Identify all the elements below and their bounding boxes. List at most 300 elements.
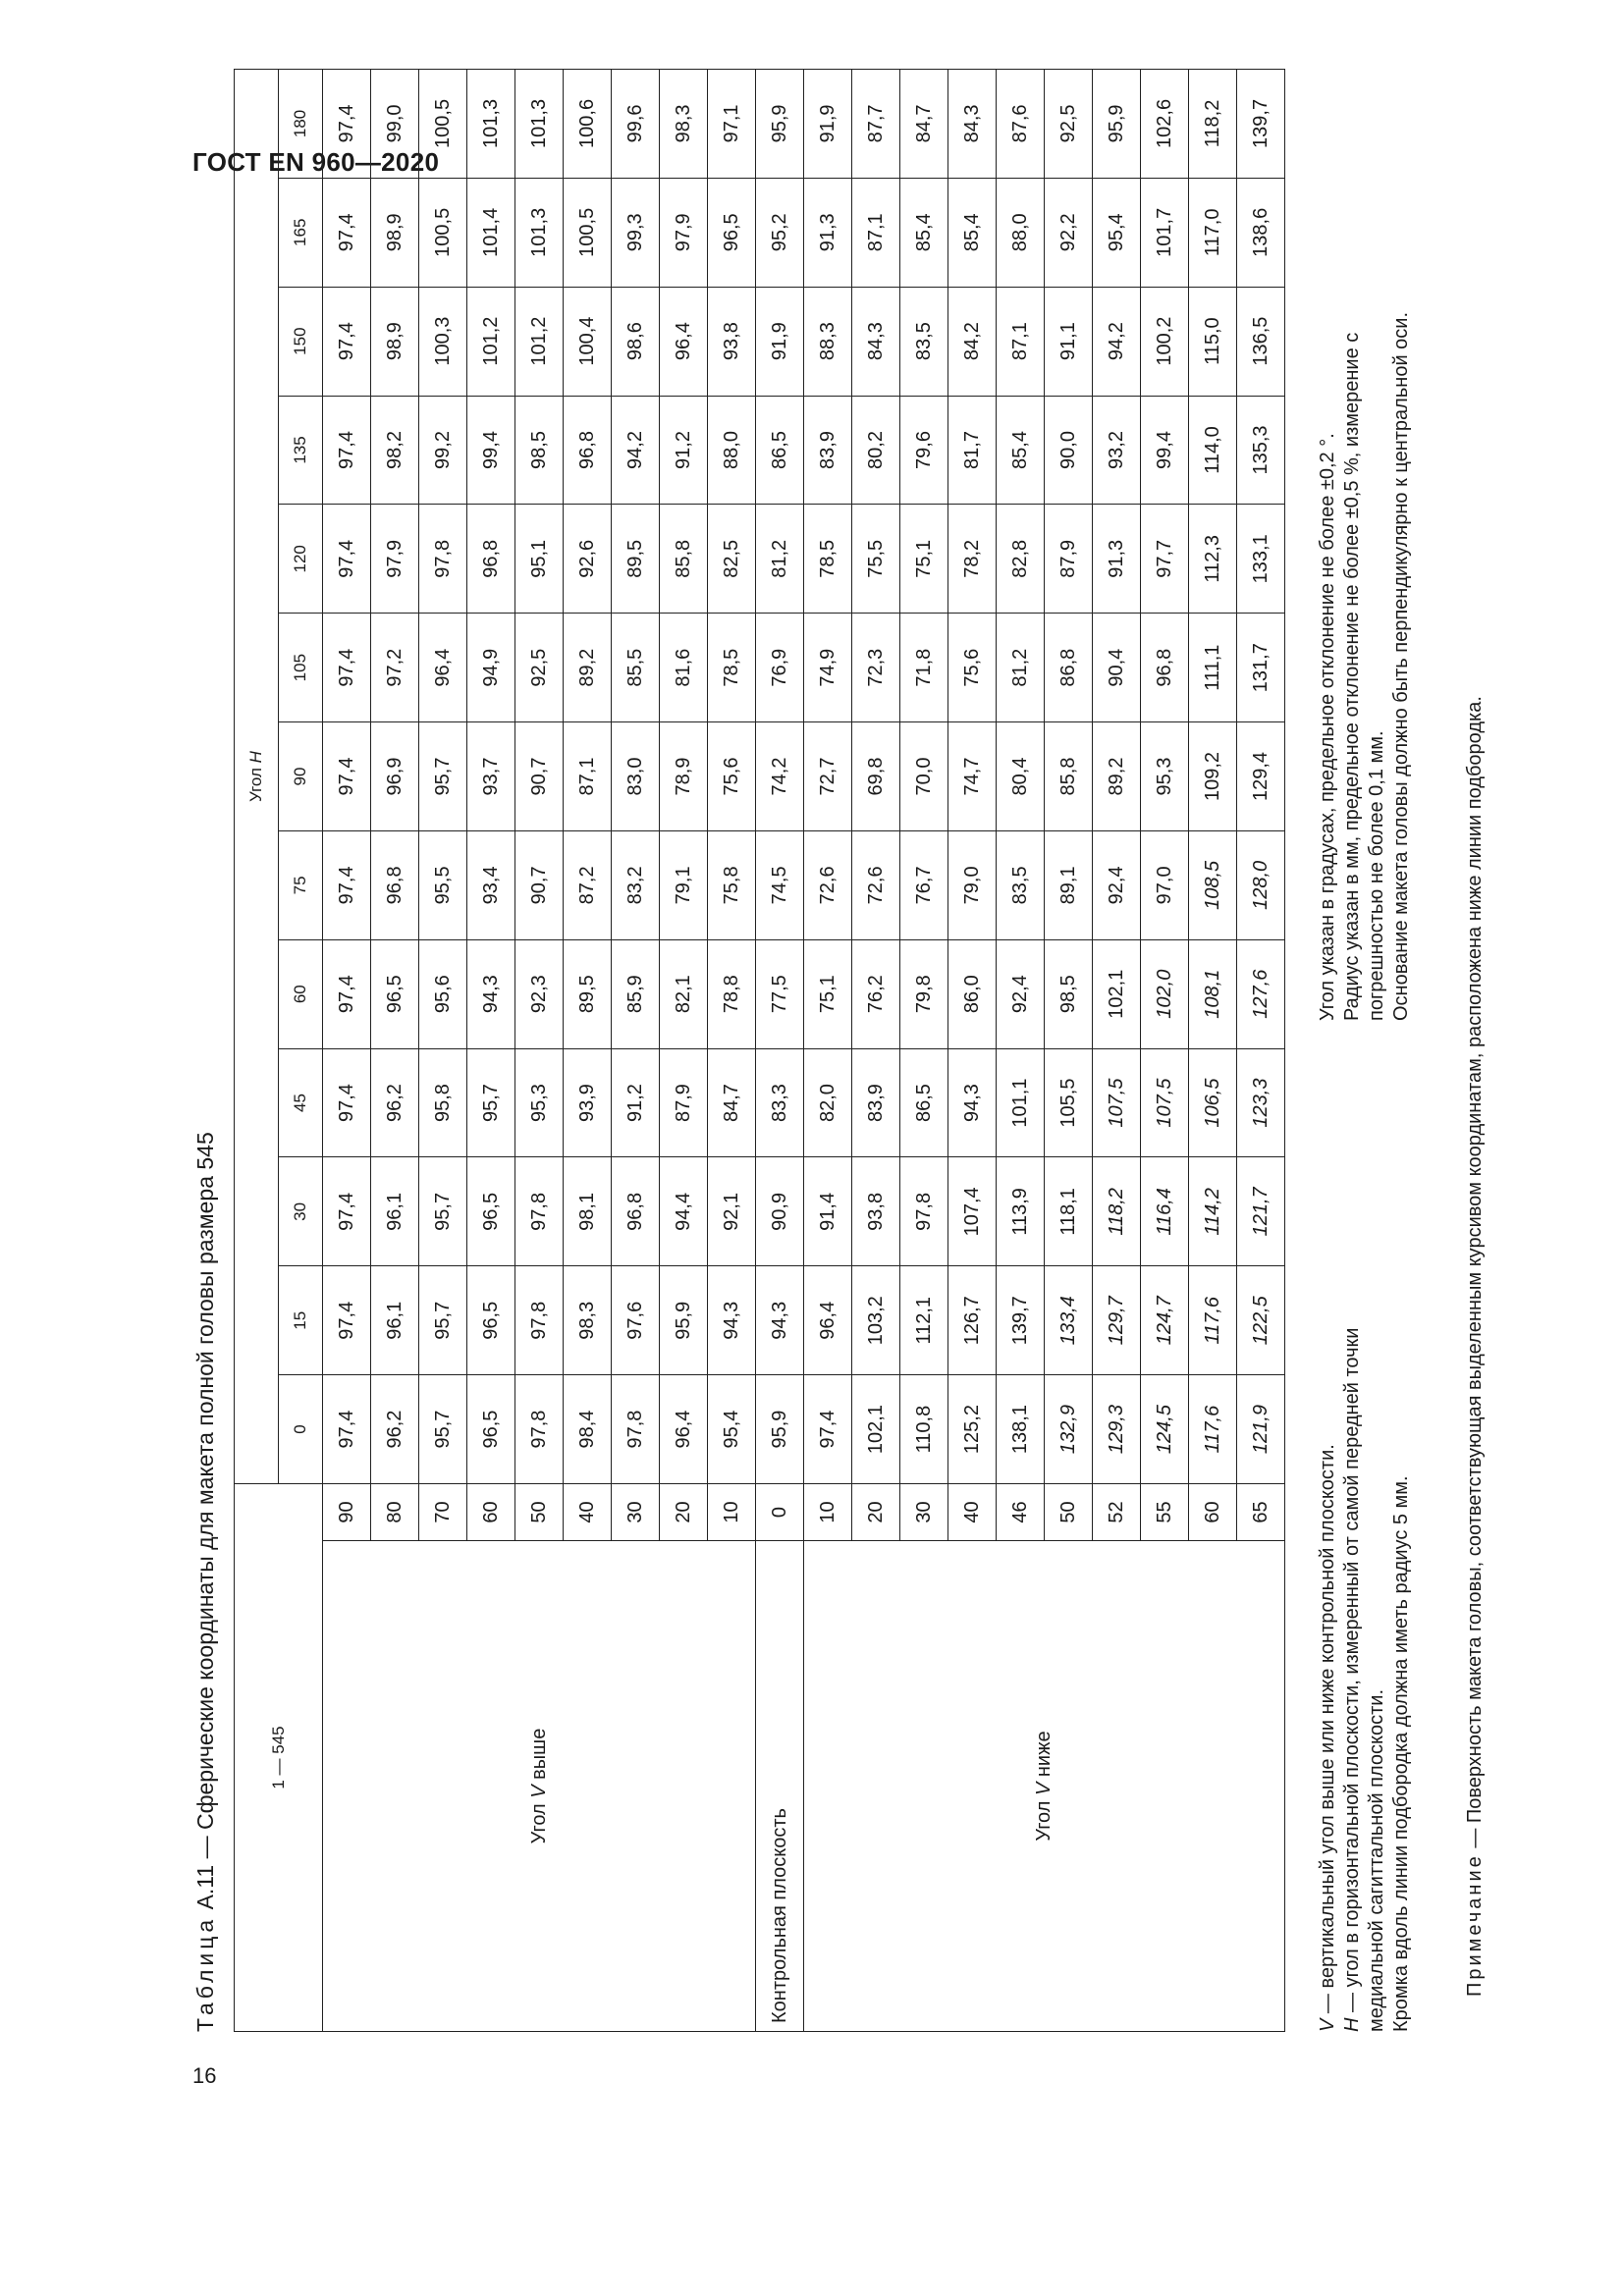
value-cell: 87,9 bbox=[660, 1048, 708, 1157]
value-cell: 92,4 bbox=[997, 939, 1045, 1048]
value-cell: 83,3 bbox=[756, 1048, 804, 1157]
value-cell: 103,2 bbox=[852, 1266, 900, 1375]
value-cell: 101,1 bbox=[997, 1048, 1045, 1157]
v-angle-cell: 46 bbox=[997, 1483, 1045, 1540]
value-cell: 76,7 bbox=[900, 830, 948, 939]
value-cell: 122,5 bbox=[1237, 1266, 1285, 1375]
value-cell: 96,8 bbox=[564, 396, 612, 505]
rotated-table-block bbox=[192, 69, 1489, 2032]
value-cell: 100,2 bbox=[1141, 287, 1189, 396]
value-cell: 93,7 bbox=[467, 722, 515, 831]
value-cell: 97,4 bbox=[323, 614, 371, 722]
v-angle-cell: 50 bbox=[515, 1483, 564, 1540]
value-cell: 102,1 bbox=[1093, 939, 1141, 1048]
value-cell: 101,3 bbox=[467, 70, 515, 179]
value-cell: 138,1 bbox=[997, 1375, 1045, 1484]
value-cell: 88,0 bbox=[708, 396, 756, 505]
value-cell: 75,1 bbox=[804, 939, 852, 1048]
value-cell: 74,7 bbox=[948, 722, 997, 831]
value-cell: 83,0 bbox=[612, 722, 660, 831]
v-angle-cell: 40 bbox=[948, 1483, 997, 1540]
value-cell: 129,7 bbox=[1093, 1266, 1141, 1375]
value-cell: 113,9 bbox=[997, 1157, 1045, 1266]
value-cell: 96,8 bbox=[371, 830, 419, 939]
value-cell: 95,9 bbox=[660, 1266, 708, 1375]
value-cell: 98,2 bbox=[371, 396, 419, 505]
value-cell: 97,8 bbox=[515, 1157, 564, 1266]
v-angle-cell: 90 bbox=[323, 1483, 371, 1540]
value-cell: 101,2 bbox=[467, 287, 515, 396]
value-cell: 78,5 bbox=[804, 505, 852, 614]
value-cell: 100,6 bbox=[564, 70, 612, 179]
value-cell: 98,5 bbox=[1045, 939, 1093, 1048]
value-cell: 133,1 bbox=[1237, 505, 1285, 614]
value-cell: 96,2 bbox=[371, 1375, 419, 1484]
value-cell: 126,7 bbox=[948, 1266, 997, 1375]
value-cell: 82,1 bbox=[660, 939, 708, 1048]
table-caption bbox=[192, 1132, 219, 2032]
note-chin-edge: Кромка вдоль линии подбородка должна иметь радиус 5 мм. bbox=[1390, 1475, 1412, 2032]
value-cell: 95,7 bbox=[419, 722, 467, 831]
primechanie-label: Примечание bbox=[1464, 1853, 1486, 1997]
value-cell: 111,1 bbox=[1189, 614, 1237, 722]
value-cell: 96,5 bbox=[467, 1266, 515, 1375]
value-cell: 97,4 bbox=[323, 396, 371, 505]
value-cell: 88,0 bbox=[997, 178, 1045, 287]
value-cell: 84,3 bbox=[948, 70, 997, 179]
v-angle-cell: 30 bbox=[612, 1483, 660, 1540]
value-cell: 78,2 bbox=[948, 505, 997, 614]
value-cell: 94,9 bbox=[467, 614, 515, 722]
value-cell: 89,5 bbox=[564, 939, 612, 1048]
value-cell: 101,2 bbox=[515, 287, 564, 396]
table-row bbox=[323, 70, 371, 2032]
h-angle-header: 60 bbox=[279, 939, 323, 1048]
value-cell: 100,5 bbox=[419, 178, 467, 287]
value-cell: 95,9 bbox=[1093, 70, 1141, 179]
value-cell: 96,4 bbox=[419, 614, 467, 722]
coordinates-table bbox=[234, 69, 1285, 2032]
value-cell: 96,8 bbox=[1141, 614, 1189, 722]
corner-label: 1 — 545 bbox=[235, 1483, 323, 2031]
h-angle-header: 105 bbox=[279, 614, 323, 722]
value-cell: 97,4 bbox=[323, 505, 371, 614]
value-cell: 93,9 bbox=[564, 1048, 612, 1157]
value-cell: 116,4 bbox=[1141, 1157, 1189, 1266]
value-cell: 117,6 bbox=[1189, 1266, 1237, 1375]
caption-prefix: Таблица bbox=[192, 1915, 218, 2032]
value-cell: 97,9 bbox=[371, 505, 419, 614]
angle-h-header bbox=[235, 70, 279, 1484]
h-angle-header: 75 bbox=[279, 830, 323, 939]
value-cell: 98,5 bbox=[515, 396, 564, 505]
value-cell: 94,3 bbox=[756, 1266, 804, 1375]
value-cell: 92,5 bbox=[515, 614, 564, 722]
value-cell: 97,1 bbox=[708, 70, 756, 179]
value-cell: 90,0 bbox=[1045, 396, 1093, 505]
value-cell: 90,7 bbox=[515, 830, 564, 939]
primechanie-text: — Поверхность макета головы, соответствующая выделенным курсивом координатам, расположена ниже линии подбородка. bbox=[1464, 696, 1486, 1848]
h-angle-header: 120 bbox=[279, 505, 323, 614]
value-cell: 99,4 bbox=[1141, 396, 1189, 505]
value-cell: 89,5 bbox=[612, 505, 660, 614]
v-angle-cell: 40 bbox=[564, 1483, 612, 1540]
page-number: 16 bbox=[192, 2063, 217, 2088]
value-cell: 118,2 bbox=[1189, 70, 1237, 179]
value-cell: 85,4 bbox=[900, 178, 948, 287]
value-cell: 99,6 bbox=[612, 70, 660, 179]
value-cell: 98,9 bbox=[371, 178, 419, 287]
value-cell: 127,6 bbox=[1237, 939, 1285, 1048]
value-cell: 118,1 bbox=[1045, 1157, 1093, 1266]
value-cell: 106,5 bbox=[1189, 1048, 1237, 1157]
value-cell: 101,3 bbox=[515, 178, 564, 287]
value-cell: 97,8 bbox=[419, 505, 467, 614]
value-cell: 72,7 bbox=[804, 722, 852, 831]
value-cell: 105,5 bbox=[1045, 1048, 1093, 1157]
value-cell: 80,2 bbox=[852, 396, 900, 505]
value-cell: 107,5 bbox=[1093, 1048, 1141, 1157]
v-angle-cell: 55 bbox=[1141, 1483, 1189, 1540]
value-cell: 115,0 bbox=[1189, 287, 1237, 396]
value-cell: 86,0 bbox=[948, 939, 997, 1048]
v-angle-cell: 70 bbox=[419, 1483, 467, 1540]
primechanie bbox=[1463, 73, 1488, 1997]
value-cell: 86,8 bbox=[1045, 614, 1093, 722]
value-cell: 97,2 bbox=[371, 614, 419, 722]
value-cell: 96,5 bbox=[467, 1375, 515, 1484]
value-cell: 91,1 bbox=[1045, 287, 1093, 396]
value-cell: 98,4 bbox=[564, 1375, 612, 1484]
h-angle-header: 135 bbox=[279, 396, 323, 505]
caption-text: А.11 — Сферические координаты для макета полной головы размера 545 bbox=[192, 1132, 218, 1910]
value-cell: 118,2 bbox=[1093, 1157, 1141, 1266]
control-plane-label: Контрольная плоскость bbox=[756, 1541, 804, 2032]
value-cell: 85,5 bbox=[612, 614, 660, 722]
value-cell: 129,3 bbox=[1093, 1375, 1141, 1484]
value-cell: 72,3 bbox=[852, 614, 900, 722]
value-cell: 96,5 bbox=[708, 178, 756, 287]
note-angle-tolerance: Угол указан в градусах, предельное отклонение не более ±0,2 °. bbox=[1317, 433, 1338, 1021]
value-cell: 75,6 bbox=[948, 614, 997, 722]
v-angle-cell: 52 bbox=[1093, 1483, 1141, 1540]
value-cell: 74,2 bbox=[756, 722, 804, 831]
value-cell: 97,4 bbox=[323, 287, 371, 396]
h-angle-header: 0 bbox=[279, 1375, 323, 1484]
value-cell: 83,5 bbox=[900, 287, 948, 396]
value-cell: 95,7 bbox=[419, 1157, 467, 1266]
value-cell: 100,4 bbox=[564, 287, 612, 396]
value-cell: 75,8 bbox=[708, 830, 756, 939]
value-cell: 95,6 bbox=[419, 939, 467, 1048]
value-cell: 94,4 bbox=[660, 1157, 708, 1266]
value-cell: 81,2 bbox=[756, 505, 804, 614]
value-cell: 78,8 bbox=[708, 939, 756, 1048]
value-cell: 108,5 bbox=[1189, 830, 1237, 939]
note-h-cont: медиальной сагиттальной плоскости. bbox=[1366, 1688, 1387, 2032]
value-cell: 96,4 bbox=[804, 1266, 852, 1375]
note-h bbox=[1340, 1050, 1365, 2032]
value-cell: 107,4 bbox=[948, 1157, 997, 1266]
value-cell: 83,5 bbox=[997, 830, 1045, 939]
value-cell: 93,8 bbox=[852, 1157, 900, 1266]
value-cell: 133,4 bbox=[1045, 1266, 1093, 1375]
value-cell: 95,5 bbox=[419, 830, 467, 939]
value-cell: 139,7 bbox=[997, 1266, 1045, 1375]
value-cell: 91,2 bbox=[660, 396, 708, 505]
value-cell: 136,5 bbox=[1237, 287, 1285, 396]
v-angle-cell: 50 bbox=[1045, 1483, 1093, 1540]
h-angle-header: 150 bbox=[279, 287, 323, 396]
notes-left-column bbox=[1316, 1050, 1414, 2032]
value-cell: 75,1 bbox=[900, 505, 948, 614]
value-cell: 92,1 bbox=[708, 1157, 756, 1266]
group-below-symbol: V bbox=[1033, 1782, 1055, 1796]
value-cell: 87,1 bbox=[997, 287, 1045, 396]
value-cell: 95,3 bbox=[1141, 722, 1189, 831]
value-cell: 84,2 bbox=[948, 287, 997, 396]
value-cell: 96,9 bbox=[371, 722, 419, 831]
value-cell: 128,0 bbox=[1237, 830, 1285, 939]
value-cell: 87,1 bbox=[564, 722, 612, 831]
value-cell: 96,2 bbox=[371, 1048, 419, 1157]
v-angle-cell: 60 bbox=[467, 1483, 515, 1540]
group-above-suffix: выше bbox=[527, 1728, 550, 1780]
value-cell: 96,4 bbox=[660, 287, 708, 396]
value-cell: 97,8 bbox=[515, 1375, 564, 1484]
value-cell: 89,2 bbox=[564, 614, 612, 722]
table-row bbox=[804, 70, 852, 2032]
value-cell: 100,5 bbox=[564, 178, 612, 287]
value-cell: 82,8 bbox=[997, 505, 1045, 614]
value-cell: 76,9 bbox=[756, 614, 804, 722]
value-cell: 89,1 bbox=[1045, 830, 1093, 939]
value-cell: 97,7 bbox=[1141, 505, 1189, 614]
value-cell: 83,9 bbox=[852, 1048, 900, 1157]
v-angle-cell: 20 bbox=[660, 1483, 708, 1540]
value-cell: 97,0 bbox=[1141, 830, 1189, 939]
value-cell: 82,0 bbox=[804, 1048, 852, 1157]
value-cell: 95,2 bbox=[756, 178, 804, 287]
h-angle-header: 45 bbox=[279, 1048, 323, 1157]
value-cell: 97,8 bbox=[612, 1375, 660, 1484]
note-base: Основание макета головы должно быть перпендикулярно к центральной оси. bbox=[1390, 311, 1412, 1021]
value-cell: 85,4 bbox=[948, 178, 997, 287]
angle-h-symbol: H bbox=[246, 751, 265, 764]
value-cell: 87,1 bbox=[852, 178, 900, 287]
value-cell: 97,4 bbox=[323, 1266, 371, 1375]
header-row-1 bbox=[235, 70, 279, 2032]
value-cell: 125,2 bbox=[948, 1375, 997, 1484]
value-cell: 98,1 bbox=[564, 1157, 612, 1266]
value-cell: 101,3 bbox=[515, 70, 564, 179]
value-cell: 123,3 bbox=[1237, 1048, 1285, 1157]
value-cell: 75,6 bbox=[708, 722, 756, 831]
value-cell: 78,9 bbox=[660, 722, 708, 831]
value-cell: 82,5 bbox=[708, 505, 756, 614]
group-label-below bbox=[804, 1541, 1285, 2032]
value-cell: 95,4 bbox=[1093, 178, 1141, 287]
note-v bbox=[1316, 1050, 1340, 2032]
value-cell: 81,2 bbox=[997, 614, 1045, 722]
value-cell: 110,8 bbox=[900, 1375, 948, 1484]
value-cell: 84,3 bbox=[852, 287, 900, 396]
value-cell: 90,7 bbox=[515, 722, 564, 831]
note-v-text: — вертикальный угол выше или ниже контрольной плоскости. bbox=[1317, 1444, 1338, 2014]
value-cell: 97,4 bbox=[804, 1375, 852, 1484]
value-cell: 70,0 bbox=[900, 722, 948, 831]
value-cell: 97,4 bbox=[323, 178, 371, 287]
v-angle-cell: 10 bbox=[804, 1483, 852, 1540]
value-cell: 74,9 bbox=[804, 614, 852, 722]
value-cell: 102,6 bbox=[1141, 70, 1189, 179]
value-cell: 135,3 bbox=[1237, 396, 1285, 505]
value-cell: 71,8 bbox=[900, 614, 948, 722]
value-cell: 80,4 bbox=[997, 722, 1045, 831]
value-cell: 87,6 bbox=[997, 70, 1045, 179]
value-cell: 79,8 bbox=[900, 939, 948, 1048]
value-cell: 97,4 bbox=[323, 1157, 371, 1266]
value-cell: 81,6 bbox=[660, 614, 708, 722]
v-angle-cell: 0 bbox=[756, 1483, 804, 1540]
value-cell: 72,6 bbox=[804, 830, 852, 939]
value-cell: 124,7 bbox=[1141, 1266, 1189, 1375]
value-cell: 92,6 bbox=[564, 505, 612, 614]
value-cell: 84,7 bbox=[900, 70, 948, 179]
value-cell: 132,9 bbox=[1045, 1375, 1093, 1484]
value-cell: 94,2 bbox=[612, 396, 660, 505]
value-cell: 96,8 bbox=[612, 1157, 660, 1266]
value-cell: 97,8 bbox=[900, 1157, 948, 1266]
value-cell: 79,1 bbox=[660, 830, 708, 939]
group-below-word: Угол bbox=[1033, 1800, 1055, 1842]
value-cell: 97,9 bbox=[660, 178, 708, 287]
value-cell: 89,2 bbox=[1093, 722, 1141, 831]
value-cell: 97,6 bbox=[612, 1266, 660, 1375]
value-cell: 108,1 bbox=[1189, 939, 1237, 1048]
value-cell: 99,0 bbox=[371, 70, 419, 179]
value-cell: 95,1 bbox=[515, 505, 564, 614]
value-cell: 91,3 bbox=[1093, 505, 1141, 614]
h-angle-header: 90 bbox=[279, 722, 323, 831]
value-cell: 91,9 bbox=[804, 70, 852, 179]
value-cell: 92,2 bbox=[1045, 178, 1093, 287]
value-cell: 83,2 bbox=[612, 830, 660, 939]
value-cell: 87,9 bbox=[1045, 505, 1093, 614]
v-angle-cell: 10 bbox=[708, 1483, 756, 1540]
value-cell: 112,3 bbox=[1189, 505, 1237, 614]
value-cell: 85,8 bbox=[1045, 722, 1093, 831]
value-cell: 95,7 bbox=[467, 1048, 515, 1157]
value-cell: 91,2 bbox=[612, 1048, 660, 1157]
value-cell: 81,7 bbox=[948, 396, 997, 505]
value-cell: 101,4 bbox=[467, 178, 515, 287]
value-cell: 95,9 bbox=[756, 70, 804, 179]
value-cell: 98,3 bbox=[564, 1266, 612, 1375]
notes-right-column bbox=[1316, 69, 1414, 1021]
value-cell: 93,8 bbox=[708, 287, 756, 396]
value-cell: 102,0 bbox=[1141, 939, 1189, 1048]
group-below-suffix: ниже bbox=[1033, 1731, 1055, 1778]
group-above-word: Угол bbox=[527, 1803, 550, 1844]
group-above-symbol: V bbox=[527, 1785, 550, 1798]
value-cell: 100,5 bbox=[419, 70, 467, 179]
value-cell: 138,6 bbox=[1237, 178, 1285, 287]
value-cell: 93,2 bbox=[1093, 396, 1141, 505]
value-cell: 117,6 bbox=[1189, 1375, 1237, 1484]
value-cell: 124,5 bbox=[1141, 1375, 1189, 1484]
value-cell: 84,7 bbox=[708, 1048, 756, 1157]
value-cell: 98,9 bbox=[371, 287, 419, 396]
value-cell: 114,2 bbox=[1189, 1157, 1237, 1266]
table-body bbox=[323, 70, 1285, 2032]
value-cell: 86,5 bbox=[756, 396, 804, 505]
note-h-symbol: H bbox=[1341, 2017, 1363, 2032]
value-cell: 99,2 bbox=[419, 396, 467, 505]
value-cell: 95,9 bbox=[756, 1375, 804, 1484]
note-radius-tolerance-cont: погрешностью не более 0,1 мм. bbox=[1366, 730, 1387, 1021]
value-cell: 98,3 bbox=[660, 70, 708, 179]
value-cell: 77,5 bbox=[756, 939, 804, 1048]
group-label-above bbox=[323, 1541, 756, 2032]
value-cell: 95,4 bbox=[708, 1375, 756, 1484]
value-cell: 91,3 bbox=[804, 178, 852, 287]
value-cell: 90,4 bbox=[1093, 614, 1141, 722]
value-cell: 96,1 bbox=[371, 1266, 419, 1375]
value-cell: 112,1 bbox=[900, 1266, 948, 1375]
value-cell: 97,4 bbox=[323, 830, 371, 939]
value-cell: 95,8 bbox=[419, 1048, 467, 1157]
value-cell: 92,4 bbox=[1093, 830, 1141, 939]
value-cell: 96,5 bbox=[371, 939, 419, 1048]
note-v-symbol: V bbox=[1317, 2018, 1338, 2032]
document-header: ГОСТ EN 960—2020 bbox=[192, 147, 440, 177]
value-cell: 79,6 bbox=[900, 396, 948, 505]
value-cell: 78,5 bbox=[708, 614, 756, 722]
v-angle-cell: 30 bbox=[900, 1483, 948, 1540]
value-cell: 85,9 bbox=[612, 939, 660, 1048]
value-cell: 107,5 bbox=[1141, 1048, 1189, 1157]
angle-h-label: Угол bbox=[246, 768, 265, 802]
value-cell: 100,3 bbox=[419, 287, 467, 396]
value-cell: 72,6 bbox=[852, 830, 900, 939]
value-cell: 93,4 bbox=[467, 830, 515, 939]
h-angle-header: 15 bbox=[279, 1266, 323, 1375]
value-cell: 96,1 bbox=[371, 1157, 419, 1266]
value-cell: 94,2 bbox=[1093, 287, 1141, 396]
v-angle-cell: 80 bbox=[371, 1483, 419, 1540]
value-cell: 97,4 bbox=[323, 70, 371, 179]
v-angle-cell: 65 bbox=[1237, 1483, 1285, 1540]
value-cell: 95,7 bbox=[419, 1375, 467, 1484]
value-cell: 114,0 bbox=[1189, 396, 1237, 505]
value-cell: 69,8 bbox=[852, 722, 900, 831]
value-cell: 92,5 bbox=[1045, 70, 1093, 179]
value-cell: 74,5 bbox=[756, 830, 804, 939]
value-cell: 88,3 bbox=[804, 287, 852, 396]
value-cell: 97,8 bbox=[515, 1266, 564, 1375]
note-radius-tolerance: Радиус указан в мм, предельное отклонение не более ±0,5 %, измерение с bbox=[1341, 332, 1363, 1021]
value-cell: 99,3 bbox=[612, 178, 660, 287]
value-cell: 131,7 bbox=[1237, 614, 1285, 722]
value-cell: 79,0 bbox=[948, 830, 997, 939]
value-cell: 99,4 bbox=[467, 396, 515, 505]
value-cell: 101,7 bbox=[1141, 178, 1189, 287]
value-cell: 87,7 bbox=[852, 70, 900, 179]
value-cell: 97,4 bbox=[323, 722, 371, 831]
value-cell: 96,5 bbox=[467, 1157, 515, 1266]
value-cell: 121,9 bbox=[1237, 1375, 1285, 1484]
